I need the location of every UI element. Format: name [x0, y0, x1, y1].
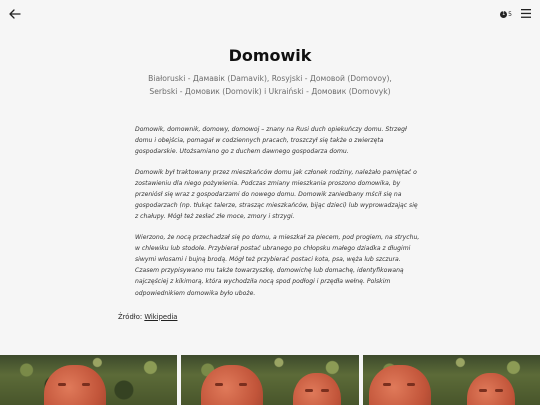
figure-eye — [383, 383, 391, 386]
figure-eye — [479, 389, 487, 392]
source-line — [118, 313, 422, 321]
figure-eye — [407, 383, 415, 386]
figure-eye — [239, 383, 247, 386]
subtitle-line: Serbski - Домовик (Domovik) i Ukraiński - Домовик (Domovyk) — [149, 87, 391, 96]
source-link[interactable]: Wikipedia — [144, 312, 178, 321]
article-paragraph: Domowik był traktowany przez mieszkańców domu jak członek rodziny, należało pamiętać o zostawieniu dla niego pożywienia. Podczas zmiany mieszkania proszono domowika, by przeniósł się wraz z gospodarzami do nowego domu. Domowik zaniedbany mścił się na gospodarzach (np. tłukąc talerze, strasząc mieszkańców, bijąc dzieci) lub wyprowadzając się z chałupy. Mógł też zesłać złe moce, zmory i strzygi. — [135, 168, 418, 221]
subtitle-line: Białoruski - Дамавік (Damavik), Rosyjski - Домовой (Domovoy), — [148, 74, 392, 83]
gallery-photo[interactable] — [181, 355, 358, 405]
gallery-photo[interactable] — [363, 355, 540, 405]
page-title: Domowik — [228, 46, 312, 65]
notification-badge[interactable] — [500, 8, 512, 20]
badge-count: 5 — [508, 10, 512, 18]
article-subtitle — [120, 72, 420, 98]
figure-eye — [215, 383, 223, 386]
figure-eye — [305, 389, 313, 392]
article-paragraph: Domowik, domownik, domowy, domowoj – znany na Rusi duch opiekuńczy domu. Strzegł domu i obejścia, pomagał w codziennych pracach, troszczył się także o zwierzęta gospodarskie. Utożsamiano go z duchem dawnego gospodarza domu. — [135, 126, 407, 156]
source-label: Źródło: — [118, 312, 143, 321]
figure-eye — [321, 389, 329, 392]
article-paragraph: Wierzono, że nocą przechadzał się po domu, a mieszkał za piecem, pod progiem, na strychu, w chlewiku lub stodole. Przybierał postać ubranego po chłopsku małego dziadka z długimi siwymi włosami i bujną brodą. Mógł też przybierać postaci kota, psa, węża lub szczura. Czasem przypisywano mu także towarzyszkę, domowichę lub domachę, identyfikowaną najczęściej z kikimorą, która wychodziła nocą spod podłogi i przędła wełnę. Polskim odpowiednikiem domowika było uboże. — [135, 233, 420, 297]
top-bar — [0, 0, 540, 28]
figure-eye — [82, 383, 90, 386]
hamburger-menu-icon[interactable] — [521, 9, 531, 18]
article-body — [118, 124, 422, 321]
arrow-left-icon[interactable] — [8, 7, 22, 21]
figure-eye — [58, 383, 66, 386]
notification-badge-icon: 1 — [502, 10, 506, 17]
image-gallery — [0, 355, 540, 405]
figure-eye — [495, 389, 503, 392]
gallery-photo[interactable] — [0, 355, 177, 405]
